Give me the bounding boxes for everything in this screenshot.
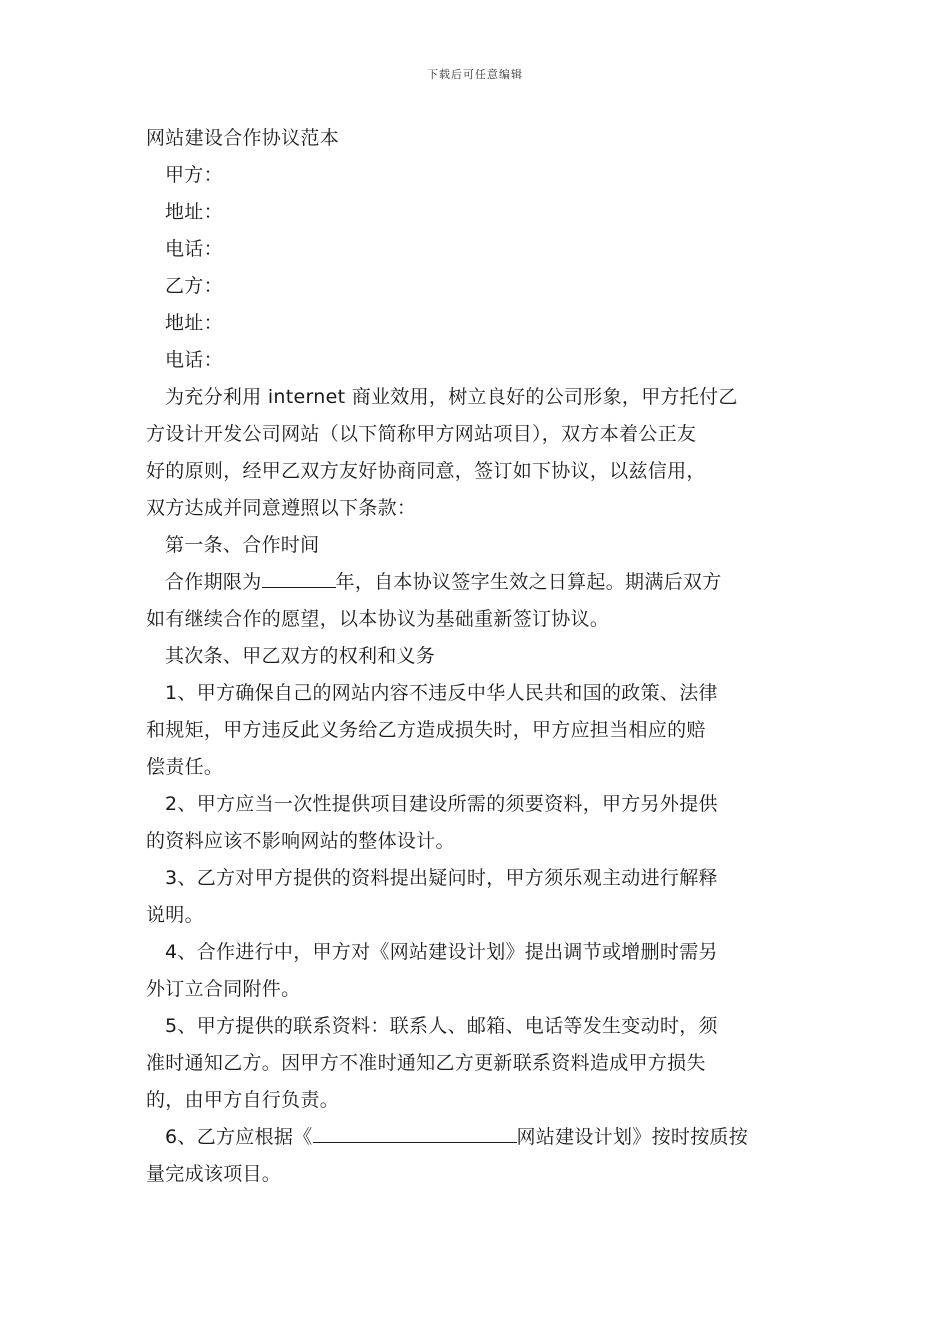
clause6-text-end: 网站建设计划》按时按质按 [516, 1126, 749, 1148]
article1-text-end: 年，自本协议签字生效之日算起。期满后双方 [335, 571, 722, 593]
document-title: 网站建设合作协议范本 [146, 127, 340, 149]
article1-text-continued: 如有继续合作的愿望，以本协议为基础重新签订协议。 [146, 608, 610, 630]
clause6-line [146, 1119, 806, 1156]
intro-line: 方设计开发公司网站（以下简称甲方网站项目），双方本着公正友 [146, 423, 697, 445]
plan-name-blank [313, 1124, 517, 1143]
clause1-line: 和规矩，甲方违反此义务给乙方造成损失时，甲方应担当相应的赔 [146, 719, 706, 741]
clause4-line: 外订立合同附件。 [146, 978, 301, 1000]
clause3-line: 说明。 [146, 904, 204, 926]
clause2-line: 2、甲方应当一次性提供项目建设所需的须要资料，甲方另外提供 [165, 793, 718, 815]
clause3-line: 3、乙方对甲方提供的资料提出疑问时，甲方须乐观主动进行解释 [165, 867, 718, 889]
clause2-line: 的资料应该不影响网站的整体设计。 [146, 830, 455, 852]
article1-title: 第一条、合作时间 [165, 534, 320, 556]
party-a-label: 甲方： [165, 164, 223, 186]
clause1-line: 1、甲方确保自己的网站内容不违反中华人民共和国的政策、法律 [165, 682, 718, 704]
intro-line: 好的原则，经甲乙双方友好协商同意，签订如下协议，以兹信用， [146, 460, 706, 482]
intro-line: 双方达成并同意遵照以下条款： [146, 497, 417, 519]
clause5-line: 的，由甲方自行负责。 [146, 1089, 340, 1111]
clause6-line-continued: 量完成该项目。 [146, 1163, 282, 1185]
clause5-line: 准时通知乙方。因甲方不准时通知乙方更新联系资料造成甲方损失 [146, 1052, 706, 1074]
article2-title: 其次条、甲乙双方的权利和义务 [165, 645, 436, 667]
clause6-text-start: 6、乙方应根据《 [165, 1126, 313, 1148]
article1-text [146, 564, 806, 601]
clause5-line: 5、甲方提供的联系资料：联系人、邮箱、电话等发生变动时，须 [165, 1015, 718, 1037]
term-years-blank [262, 569, 336, 588]
page-header: 下载后可任意编辑 [427, 68, 523, 81]
document-body [146, 120, 806, 1193]
article1-text-start: 合作期限为 [165, 571, 262, 593]
party-b-label: 乙方： [165, 275, 223, 297]
party-b-address-label: 地址： [165, 312, 223, 334]
party-a-address-label: 地址： [165, 201, 223, 223]
clause1-line: 偿责任。 [146, 756, 224, 778]
intro-line: 为充分利用 internet 商业效用，树立良好的公司形象，甲方托付乙 [165, 386, 738, 408]
party-b-phone-label: 电话： [165, 349, 223, 371]
clause4-line: 4、合作进行中，甲方对《网站建设计划》提出调节或增删时需另 [165, 941, 718, 963]
party-a-phone-label: 电话： [165, 238, 223, 260]
